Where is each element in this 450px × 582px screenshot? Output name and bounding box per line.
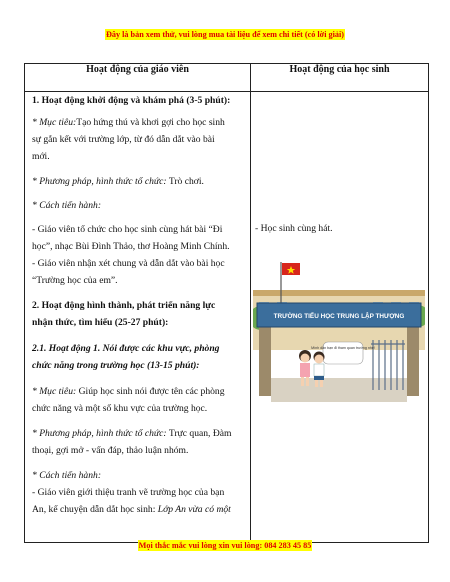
s21-goal-line2: chức năng và một số khu vực của trường học. [32, 403, 208, 414]
s1-step2-line2: “Trường học của em”. [32, 275, 118, 286]
s21-steps-label: * Cách tiến hành: [32, 470, 102, 481]
s1-goal-line3: mới. [32, 151, 50, 162]
lesson-table [24, 63, 429, 543]
student-column-header: Hoạt động của học sinh [251, 64, 429, 92]
section-21-title-line1: 2.1. Hoạt động 1. Nói được các khu vực, phòng [32, 343, 220, 354]
school-sign-text: TRƯỜNG TIỂU HỌC TRUNG LẬP THƯỢNG [273, 313, 405, 320]
s1-goal-line1: * Mục tiêu:Tạo hứng thú và khơi gợi cho học sinh [32, 117, 225, 128]
teacher-activity-cell [25, 92, 251, 543]
preview-banner: Đây là bản xem thử, vui lòng mua tài liệu để xem chi tiết (có lời giải) [105, 30, 344, 39]
section-21-title-line2: chức năng trong trường học (13-15 phút): [32, 360, 200, 371]
section-1-title: 1. Hoạt động khởi động và khám phá (3-5 phút): [32, 95, 231, 106]
section-2-title-line2: nhận thức, tìm hiểu (25-27 phút): [32, 317, 169, 328]
student-reply-1: - Học sinh cùng hát. [255, 223, 333, 234]
s1-method: * Phương pháp, hình thức tổ chức: Trò chơi. [32, 176, 204, 187]
s1-goal-line2: sự gắn kết với trường lớp, từ đó dẫn dắt vào bài [32, 134, 215, 145]
s21-method-line1: * Phương pháp, hình thức tổ chức: Trực quan, Đàm [32, 428, 232, 439]
s21-goal-line1: * Mục tiêu: Giúp học sinh nói được tên các phòng [32, 386, 225, 397]
student-activity-cell [251, 92, 429, 543]
teacher-column-header: Hoạt động của giáo viên [25, 64, 251, 92]
speech-text: Mình dẫn bạn đi tham quan trường nhé! [311, 346, 375, 350]
contact-banner: Mọi thắc mắc vui lòng xin vui lòng: 084 283 45 85 [138, 541, 312, 550]
section-2-title-line1: 2. Hoạt động hình thành, phát triển năng lực [32, 300, 216, 311]
school-illustration [253, 260, 425, 402]
svg-text:Mình dẫn bạn đi tham quan trườ [311, 345, 375, 350]
s1-step2-line1: - Giáo viên nhận xét chung và dẫn dắt vào bài học [32, 258, 225, 269]
s21-step1-line2: An, kể chuyện dẫn dắt học sinh: Lớp An vừa có một [32, 504, 231, 515]
s21-step1-line1: - Giáo viên giới thiệu tranh vẽ trường học của bạn [32, 487, 225, 498]
s1-steps-label: * Cách tiến hành: [32, 200, 102, 211]
s21-method-line2: thoại, gợi mở - vấn đáp, thảo luận nhóm. [32, 445, 189, 456]
s1-step1-line2: học”, nhạc Bùi Đình Thảo, thơ Hoàng Minh Chính. [32, 241, 230, 252]
s1-step1-line1: - Giáo viên tổ chức cho học sinh cùng hát bài “Đi [32, 224, 223, 235]
